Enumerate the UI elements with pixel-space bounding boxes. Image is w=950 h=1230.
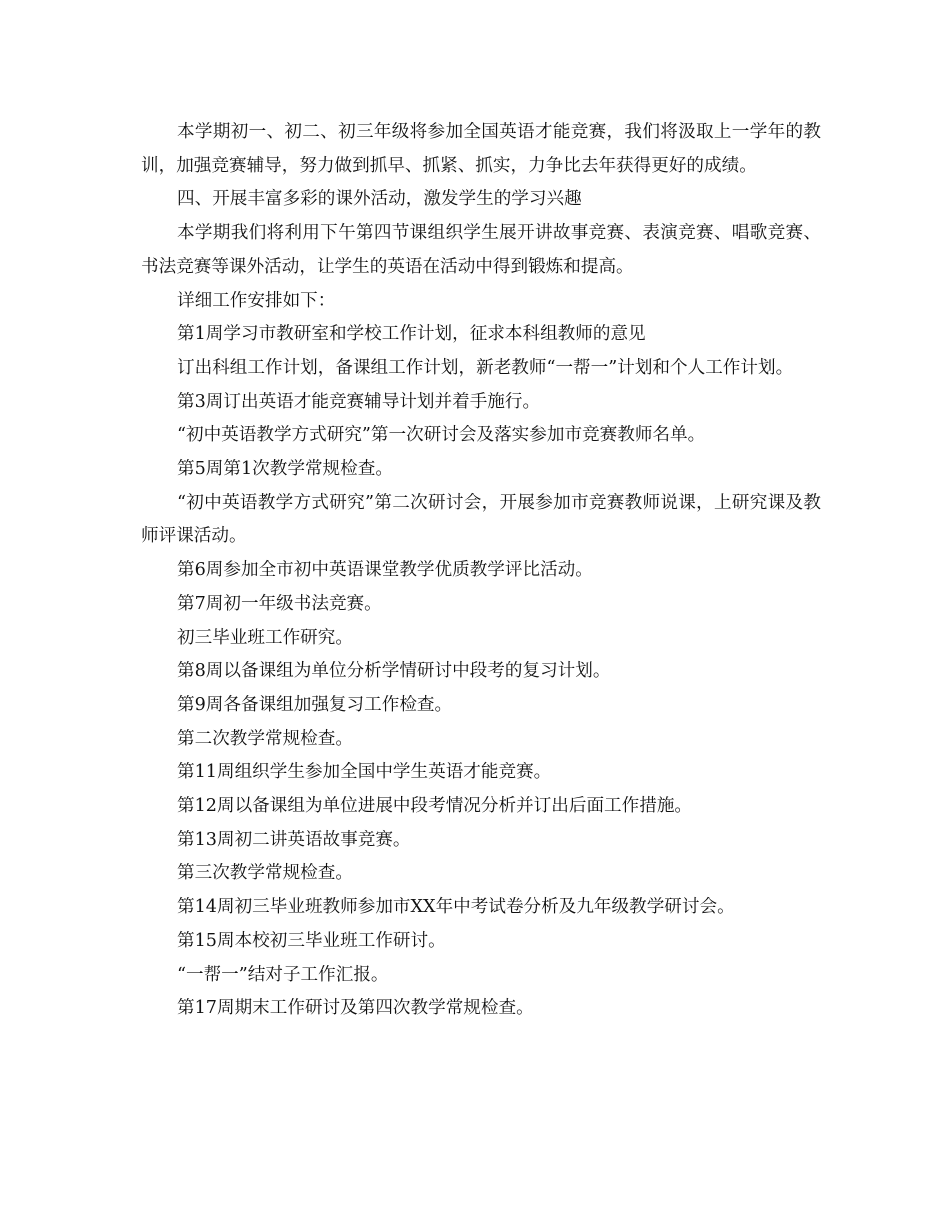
paragraph: 本学期我们将利用下午第四节课组织学生展开讲故事竞赛、表演竞赛、唱歌竞赛、书法竞赛等课外活动，让学生的英语在活动中得到锻炼和提高。 (141, 223, 821, 277)
schedule-item: 第11周组织学生参加全国中学生英语才能竞赛。 (177, 762, 552, 783)
schedule-item: “一帮一”结对子工作汇报。 (177, 964, 389, 985)
schedule-item: 第15周本校初三毕业班工作研讨。 (177, 930, 446, 951)
schedule-item: 第8周以备课组为单位分析学情研讨中段考的复习计划。 (177, 661, 611, 682)
section-heading: 四、开展丰富多彩的课外活动，激发学生的学习兴趣 (177, 189, 582, 210)
schedule-item: 第3周订出英语才能竞赛辅导计划并着手施行。 (177, 391, 541, 412)
schedule-item: “初中英语教学方式研究”第一次研讨会及落实参加市竞赛教师名单。 (177, 425, 706, 446)
schedule-item: 初三毕业班工作研究。 (177, 627, 353, 648)
schedule-item: 第1周学习市教研室和学校工作计划，征求本科组教师的意见 (177, 324, 646, 345)
schedule-item: 第17周期末工作研讨及第四次教学常规检查。 (177, 998, 534, 1019)
schedule-item: 第12周以备课组为单位进展中段考情况分析并订出后面工作措施。 (177, 796, 693, 817)
schedule-item: 第13周初二讲英语故事竞赛。 (177, 829, 411, 850)
paragraph: 详细工作安排如下： (177, 290, 336, 311)
schedule-item: 第9周各备课组加强复习工作检查。 (177, 694, 453, 715)
schedule-item: 第三次教学常规检查。 (177, 863, 353, 884)
document-body (141, 116, 821, 1026)
schedule-item: “初中英语教学方式研究”第二次研讨会，开展参加市竞赛教师说课，上研究课及教师评课活动。 (141, 492, 821, 547)
schedule-item: 第6周参加全市初中英语课堂教学优质教学评比活动。 (177, 560, 593, 581)
schedule-item: 第14周初三毕业班教师参加市XX年中考试卷分析及九年级教学研讨会。 (177, 897, 735, 918)
paragraph: 本学期初一、初二、初三年级将参加全国英语才能竞赛，我们将汲取上一学年的教训，加强竞赛辅导，努力做到抓早、抓紧、抓实，力争比去年获得更好的成绩。 (141, 122, 821, 176)
schedule-item: 第5周第1次教学常规检查。 (177, 459, 393, 480)
schedule-item: 订出科组工作计划，备课组工作计划，新老教师“一帮一”计划和个人工作计划。 (177, 357, 794, 378)
schedule-item: 第二次教学常规检查。 (177, 728, 353, 749)
schedule-item: 第7周初一年级书法竞赛。 (177, 593, 382, 614)
